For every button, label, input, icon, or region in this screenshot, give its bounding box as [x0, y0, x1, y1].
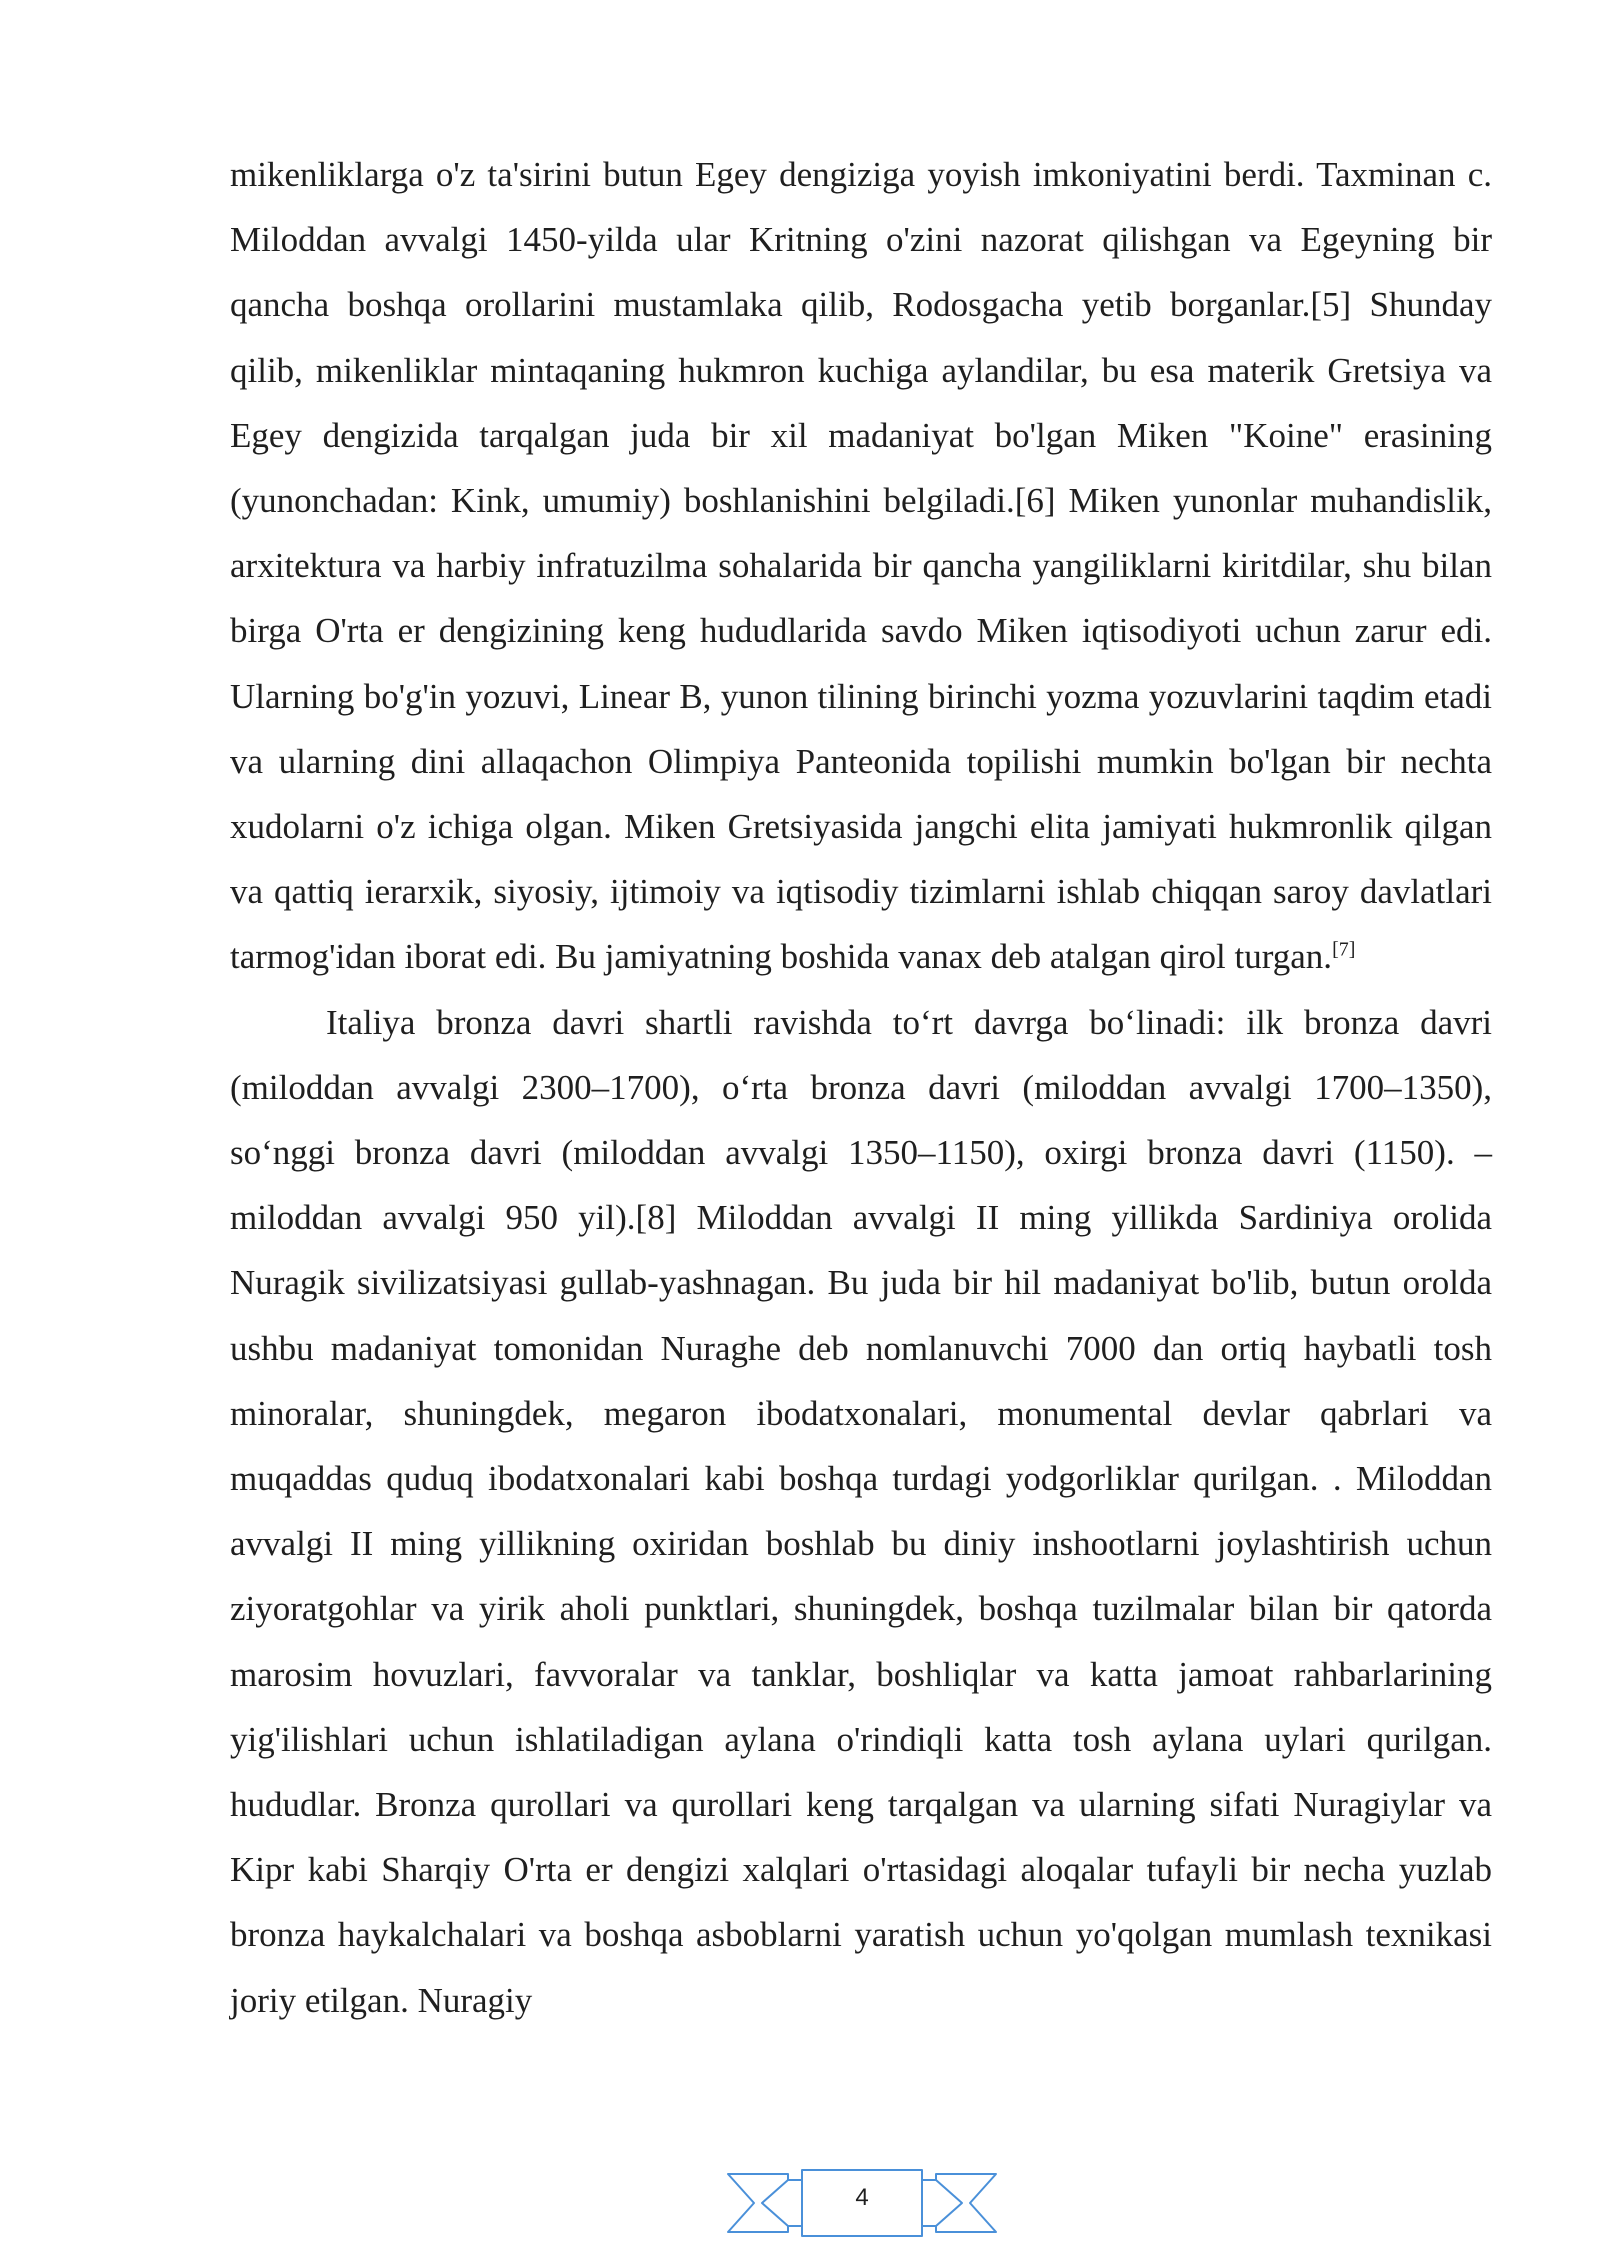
footnote-reference[interactable]: [7]	[1332, 938, 1356, 961]
paragraph-mycenaean	[230, 142, 1492, 990]
paragraph-text: Italiya bronza davri shartli ravishda to‘rt davrga bo‘linadi: ilk bronza davri (miloddan avvalgi 2300–1700), o‘rta bronza davri (miloddan avvalgi 1700–1350), so‘nggi bronza davri (miloddan avvalgi 1350–1150), oxirgi bronza davri (1150). – miloddan avvalgi 950 yil).[8] Miloddan avvalgi II ming yillikda Sardiniya orolida Nuragik sivilizatsiyasi gullab-yashnagan. Bu juda bir hil madaniyat bo'lib, butun orolda ushbu madaniyat tomonidan Nuraghe deb nomlanuvchi 7000 dan ortiq haybatli tosh minoralar, shuningdek, megaron ibodatxonalari, monumental devlar qabrlari va muqaddas quduq ibodatxonalari kabi boshqa turdagi yodgorliklar qurilgan. . Miloddan avvalgi II ming yillikning oxiridan boshlab bu diniy inshootlarni joylashtirish uchun ziyoratgohlar va yirik aholi punktlari, shuningdek, boshqa tuzilmalar bilan bir qatorda marosim hovuzlari, favvoralar va tanklar, boshliqlar va katta jamoat rahbarlarining yig'ilishlari uchun ishlatiladigan aylana o'rindiqli katta tosh aylana uylari qurilgan. hududlar. Bronza qurollari va qurollari keng tarqalgan va ularning sifati Nuragiylar va Kipr kabi Sharqiy O'rta er dengizi xalqlari o'rtasidagi aloqalar tufayli bir necha yuzlab bronza haykalchalari va boshqa asboblarni yaratish uchun yo'qolgan mumlash texnikasi joriy etilgan. Nuragiy	[230, 1002, 1492, 2020]
paragraph-italian-bronze-age	[230, 990, 1492, 2033]
page-number: 4	[855, 2184, 869, 2211]
paragraph-text: mikenliklarga o'z ta'sirini butun Egey dengiziga yoyish imkoniyatini berdi. Taxminan c. Miloddan avvalgi 1450-yilda ular Kritning o'zini nazorat qilishgan va Egeyning bir qancha boshqa orollarini mustamlaka qilib, Rodosgacha yetib borganlar.[5] Shunday qilib, mikenliklar mintaqaning hukmron kuchiga aylandilar, bu esa materik Gretsiya va Egey dengizida tarqalgan juda bir xil madaniyat bo'lgan Miken "Koine" erasining (yunonchadan: Kink, umumiy) boshlanishini belgiladi.[6] Miken yunonlar muhandislik, arxitektura va harbiy infratuzilma sohalarida bir qancha yangiliklarni kiritdilar, shu bilan birga O'rta er dengizining keng hududlarida savdo Miken iqtisodiyoti uchun zarur edi. Ularning bo'g'in yozuvi, Linear B, yunon tilining birinchi yozma yozuvlarini taqdim etadi va ularning dini allaqachon Olimpiya Panteonida topilishi mumkin bo'lgan bir nechta xudolarni o'z ichiga olgan. Miken Gretsiyasida jangchi elita jamiyati hukmronlik qilgan va qattiq ierarxik, siyosiy, ijtimoiy va iqtisodiy tizimlarni ishlab chiqqan saroy davlatlari tarmog'idan iborat edi. Bu jamiyatning boshida vanax deb atalgan qirol turgan.	[230, 155, 1492, 977]
page-body	[230, 142, 1492, 2033]
page-footer	[722, 2166, 1002, 2240]
